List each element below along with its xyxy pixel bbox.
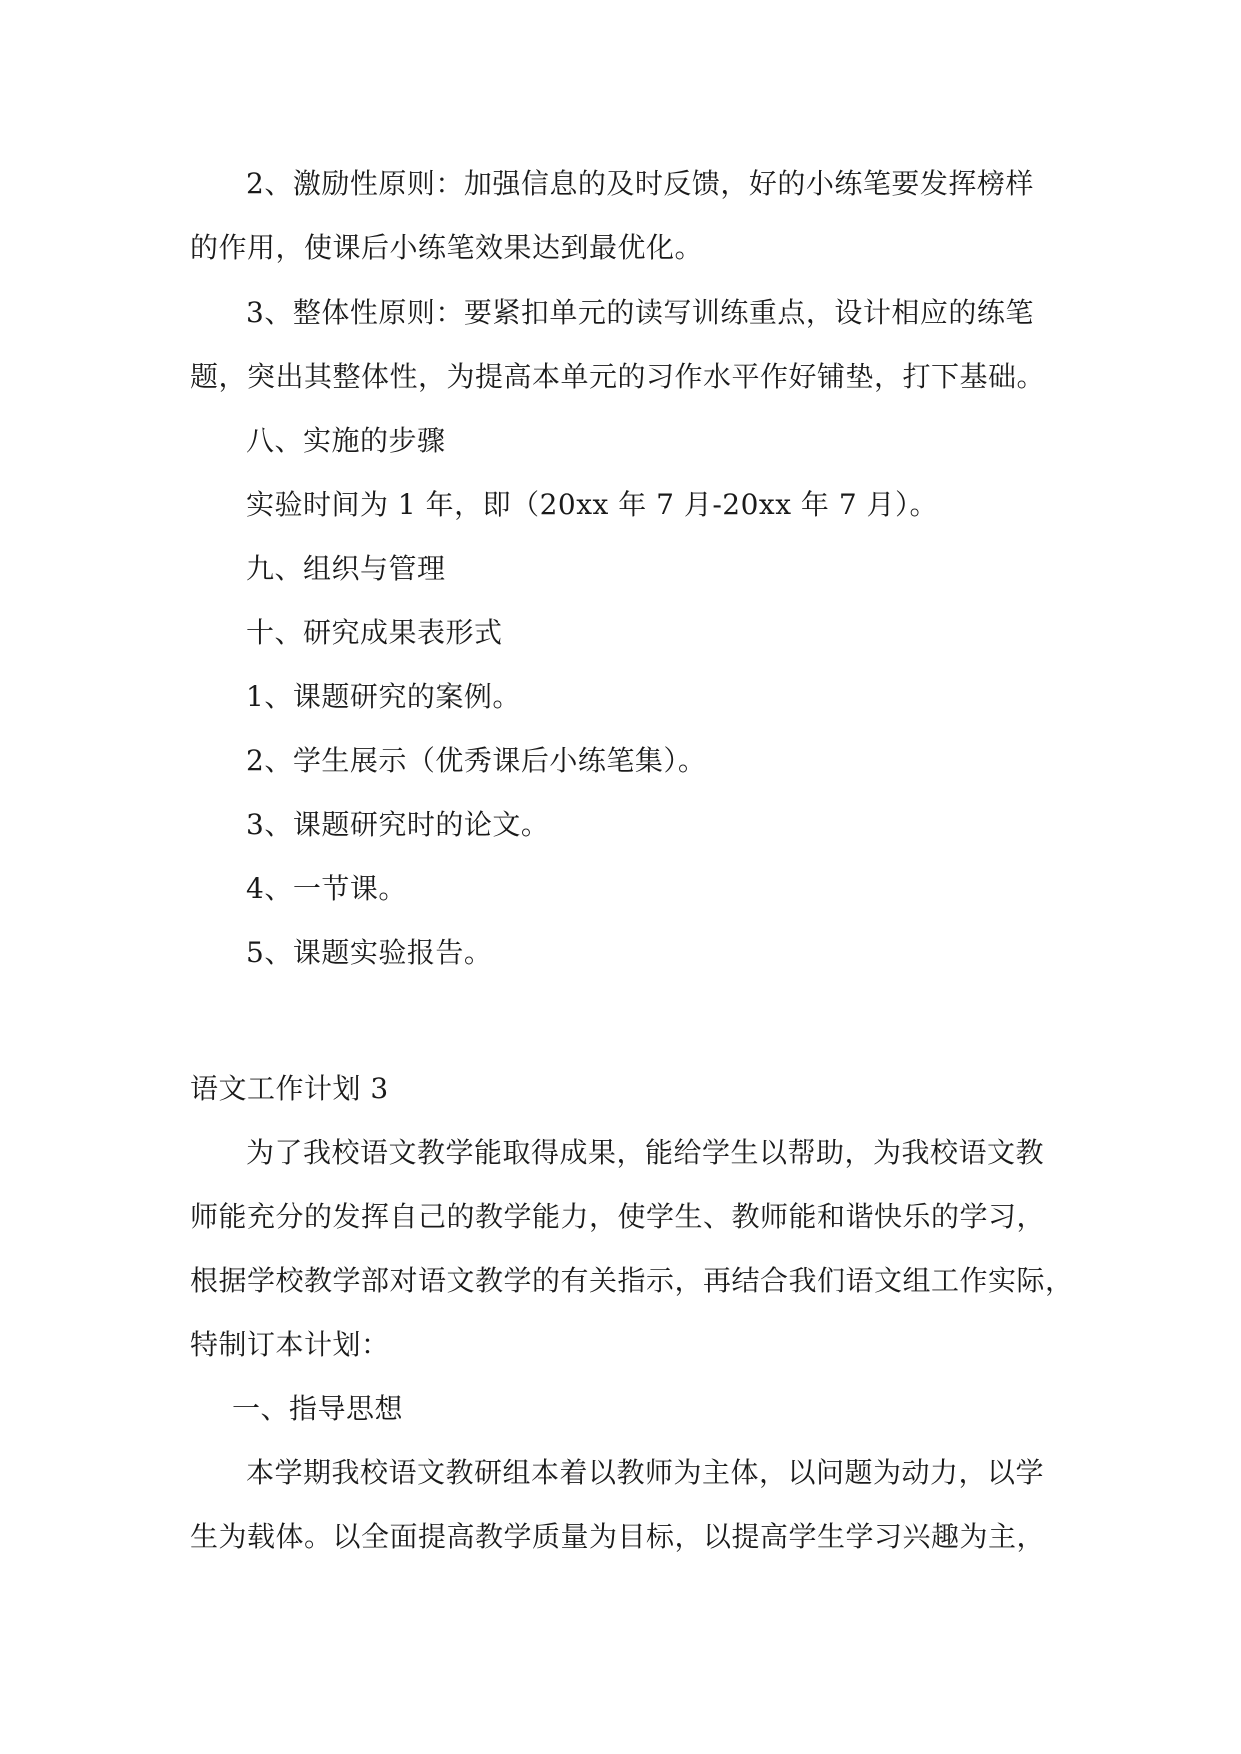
section-heading: 九、组织与管理 [246,552,446,585]
list-item: 5、课题实验报告。 [246,936,493,969]
list-item: 2、学生展示（优秀课后小练笔集）。 [246,744,707,777]
paragraph-line: 生为载体。以全面提高教学质量为目标，以提高学生学习兴趣为主， [190,1520,1046,1553]
list-item: 4、一节课。 [246,872,407,905]
document-title: 语文工作计划 3 [190,1072,389,1105]
list-item: 1、课题研究的案例。 [246,680,521,713]
paragraph-line: 题，突出其整体性，为提高本单元的习作水平作好铺垫，打下基础。 [190,360,1046,393]
paragraph-line: 2、激励性原则：加强信息的及时反馈，好的小练笔要发挥榜样 [246,167,1034,200]
paragraph-line: 为了我校语文教学能取得成果，能给学生以帮助，为我校语文教 [246,1136,1045,1169]
paragraph-line: 的作用，使课后小练笔效果达到最优化。 [190,231,704,264]
paragraph-line: 特制订本计划： [190,1328,390,1361]
section-heading: 十、研究成果表形式 [246,616,503,649]
paragraph-line: 师能充分的发挥自己的教学能力，使学生、教师能和谐快乐的学习， [190,1200,1046,1233]
list-item: 3、课题研究时的论文。 [246,808,550,841]
section-heading: 一、指导思想 [232,1392,404,1425]
section-heading: 八、实施的步骤 [246,424,446,457]
paragraph-line: 3、整体性原则：要紧扣单元的读写训练重点，设计相应的练笔 [246,296,1034,329]
paragraph-line: 本学期我校语文教研组本着以教师为主体，以问题为动力，以学 [246,1456,1045,1489]
paragraph-line: 根据学校教学部对语文教学的有关指示，再结合我们语文组工作实际， [190,1264,1074,1297]
paragraph-line: 实验时间为 1 年，即（20xx 年 7 月-20xx 年 7 月）。 [246,488,939,521]
